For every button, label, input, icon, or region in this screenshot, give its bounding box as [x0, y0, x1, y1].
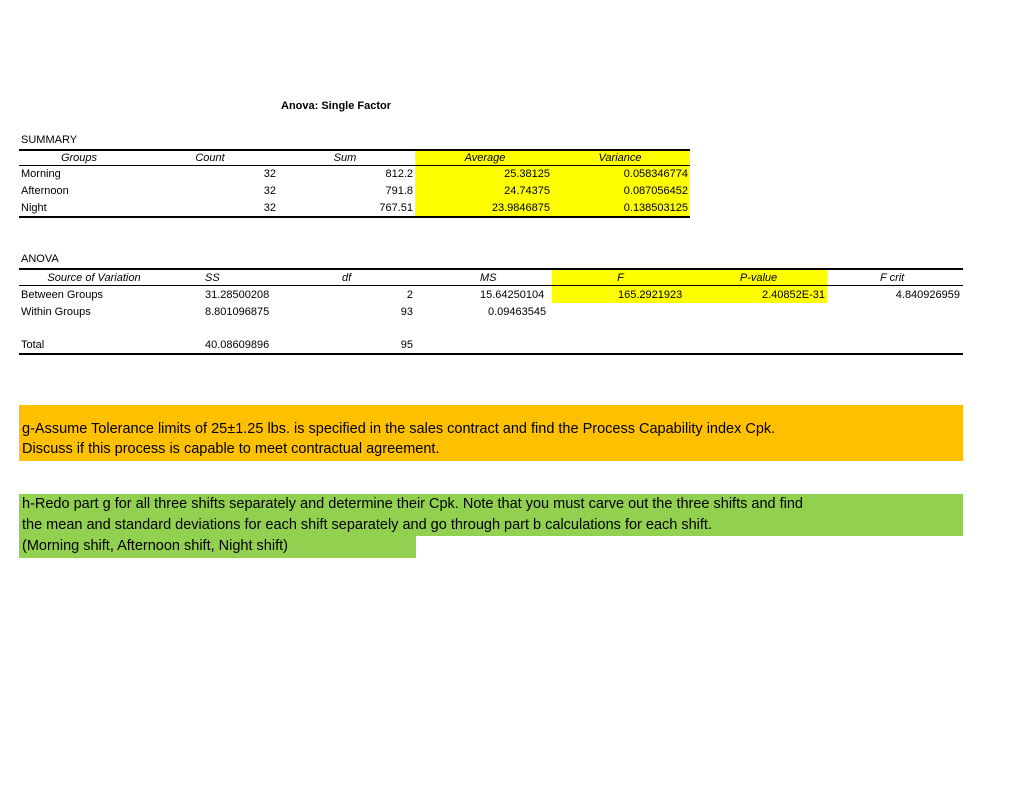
header-sum: Sum [333, 152, 357, 164]
anova-row-source: Within Groups [21, 306, 91, 318]
note-h-line-2: the mean and standard deviations for each shift separately and go through part b calculations for each shift. [22, 517, 712, 533]
summary-bottom-border [19, 216, 690, 218]
summary-row-sum: 791.8 [385, 185, 413, 197]
header-count: Count [195, 152, 225, 164]
summary-row-average: 25.38125 [504, 168, 550, 180]
anova-row-df: 2 [406, 289, 413, 301]
summary-row-variance: 0.087056452 [623, 185, 688, 197]
anova-label: ANOVA [21, 253, 59, 265]
anova-row-ms: 15.64250104 [480, 289, 545, 301]
note-h-line-3: (Morning shift, Afternoon shift, Night shift) [22, 538, 288, 554]
note-g-line-2: Discuss if this process is capable to meet contractual agreement. [22, 441, 440, 457]
header-variance: Variance [598, 152, 642, 164]
note-h-line-1: h-Redo part g for all three shifts separately and determine their Cpk. Note that you must carve out the three shifts and find [22, 496, 803, 512]
anova-row-df: 93 [400, 306, 413, 318]
header-df: df [342, 272, 352, 284]
header-ss: SS [205, 272, 220, 284]
header-f-crit: F crit [880, 272, 905, 284]
header-source: Source of Variation [47, 272, 141, 284]
summary-label: SUMMARY [21, 134, 78, 146]
anova-row-ss: 8.801096875 [205, 306, 270, 318]
header-f: F [617, 272, 624, 284]
anova-row-f-crit: 4.840926959 [895, 289, 960, 301]
anova-row-ss: 31.28500208 [205, 289, 270, 301]
header-groups: Groups [60, 152, 98, 164]
summary-row-sum: 767.51 [379, 202, 413, 214]
summary-row-group: Morning [21, 168, 61, 180]
anova-row-df: 95 [400, 339, 413, 351]
summary-row-group: Afternoon [21, 185, 69, 197]
header-ms: MS [480, 272, 497, 284]
summary-row-count: 32 [263, 185, 276, 197]
header-p-value: P-value [739, 272, 778, 284]
anova-row-source: Total [21, 339, 45, 351]
summary-row-variance: 0.138503125 [623, 202, 688, 214]
summary-row-average: 24.74375 [504, 185, 550, 197]
anova-row-f: 165.2921923 [618, 289, 683, 301]
note-g-line-1: g-Assume Tolerance limits of 25±1.25 lbs. is specified in the sales contract and find the Process Capability index Cpk. [22, 421, 776, 437]
anova-row-source: Between Groups [21, 289, 103, 301]
anova-row-ms: 0.09463545 [488, 306, 547, 318]
summary-row-variance: 0.058346774 [623, 168, 688, 180]
summary-row-count: 32 [263, 168, 276, 180]
page-title: Anova: Single Factor [281, 100, 392, 112]
summary-row-group: Night [21, 202, 47, 214]
header-average: Average [464, 152, 506, 164]
anova-bottom-border [19, 353, 963, 355]
summary-row-sum: 812.2 [385, 168, 413, 180]
summary-row-count: 32 [263, 202, 276, 214]
anova-row-ss: 40.08609896 [205, 339, 270, 351]
anova-row-p-value: 2.40852E-31 [762, 289, 825, 301]
summary-row-average: 23.9846875 [491, 202, 550, 214]
